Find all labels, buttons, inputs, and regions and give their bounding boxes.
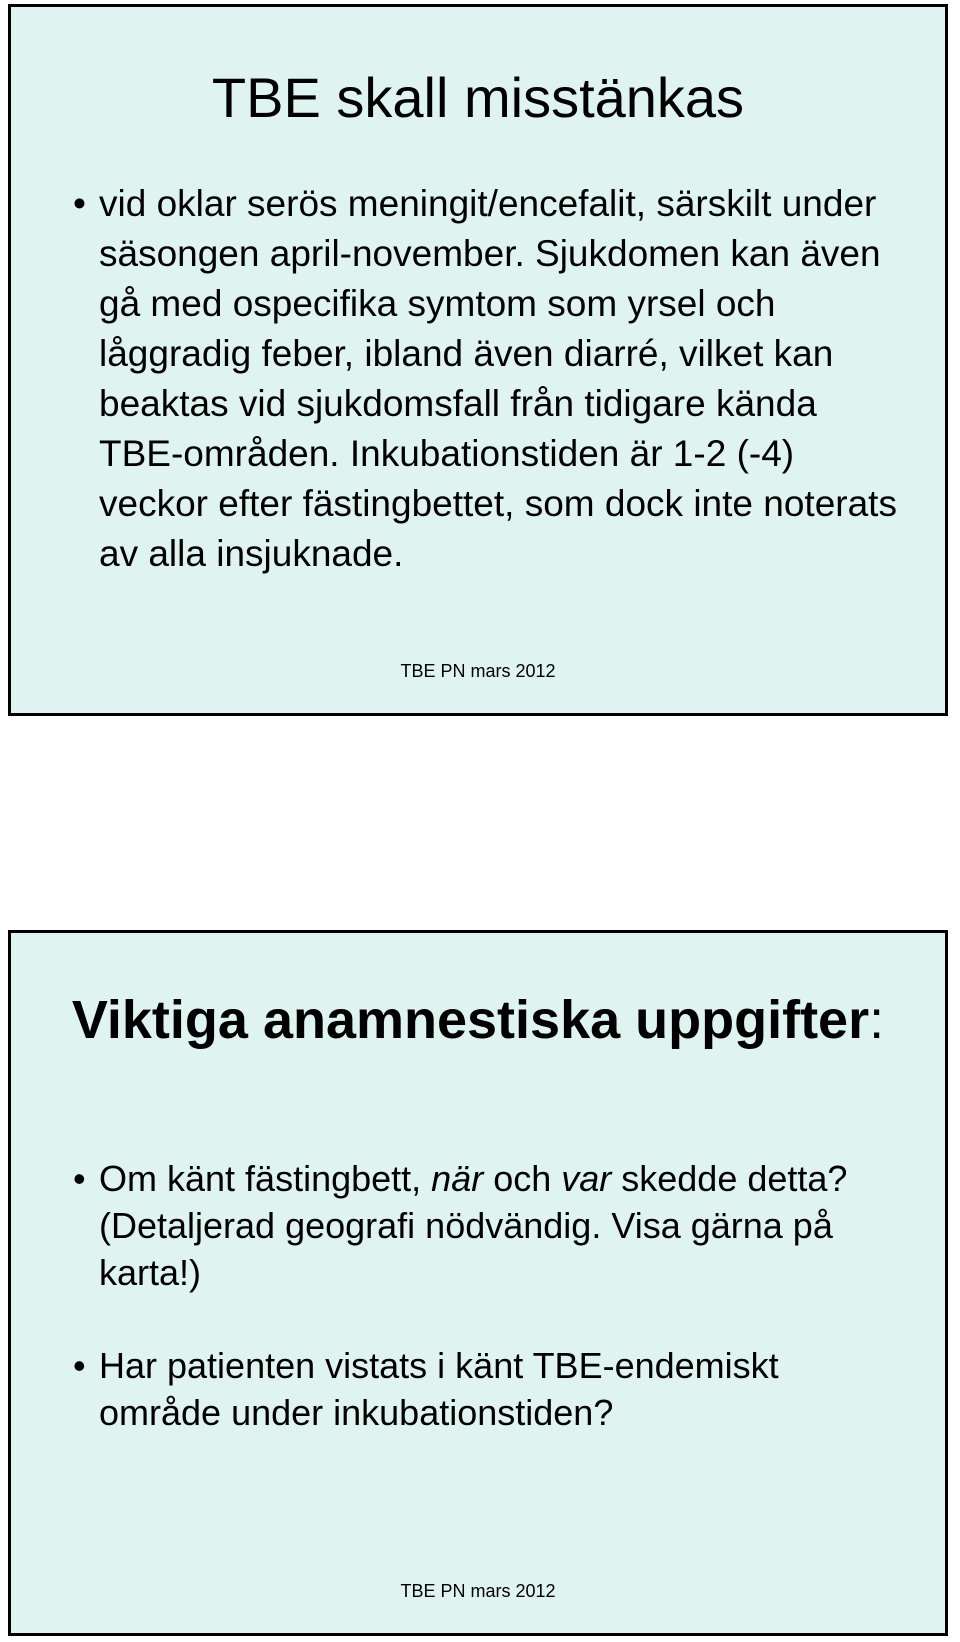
bullet-list — [51, 179, 905, 579]
slide-footer: TBE PN mars 2012 — [400, 1581, 556, 1601]
bullet-text-emphasis: var — [561, 1158, 612, 1199]
bullet-icon: • — [73, 1345, 86, 1386]
list-item — [51, 1342, 905, 1436]
bullet-text-part: Om känt fästingbett, — [99, 1158, 432, 1199]
slide-title — [11, 989, 945, 1051]
bullet-list — [51, 1155, 905, 1436]
slide-2 — [8, 930, 948, 1636]
slide-title: TBE skall misstänkas — [211, 66, 745, 129]
bullet-text-part: och — [483, 1158, 562, 1199]
slide-title-text: Viktiga anamnestiska uppgifter — [71, 990, 870, 1050]
bullet-text-part: skedde detta? (Detaljerad geografi nödvändig. Visa gärna på karta!) — [99, 1158, 848, 1293]
bullet-text: vid oklar serös meningit/encefalit, särskilt under säsongen april-november. Sjukdomen kan även gå med ospecifika symtom som yrsel och låggradig feber, ibland även diarré, vilket kan beaktas vid sjukdomsfall från tidigare kända TBE-områden. Inkubationstiden är 1-2 (-4) veckor efter fästingbettet, som dock inte noterats av alla insjuknade. — [99, 183, 897, 574]
slide-1 — [8, 4, 948, 716]
bullet-text: Har patienten vistats i känt TBE-endemiskt område under inkubationstiden? — [99, 1345, 779, 1433]
bullet-text-emphasis: när — [431, 1158, 484, 1199]
bullet-text — [99, 1158, 847, 1293]
slide-footer: TBE PN mars 2012 — [400, 661, 556, 681]
slide-title-colon: : — [869, 990, 885, 1050]
list-item — [51, 1155, 905, 1296]
bullet-icon: • — [73, 183, 86, 224]
bullet-icon: • — [73, 1158, 86, 1199]
list-item — [51, 179, 905, 579]
